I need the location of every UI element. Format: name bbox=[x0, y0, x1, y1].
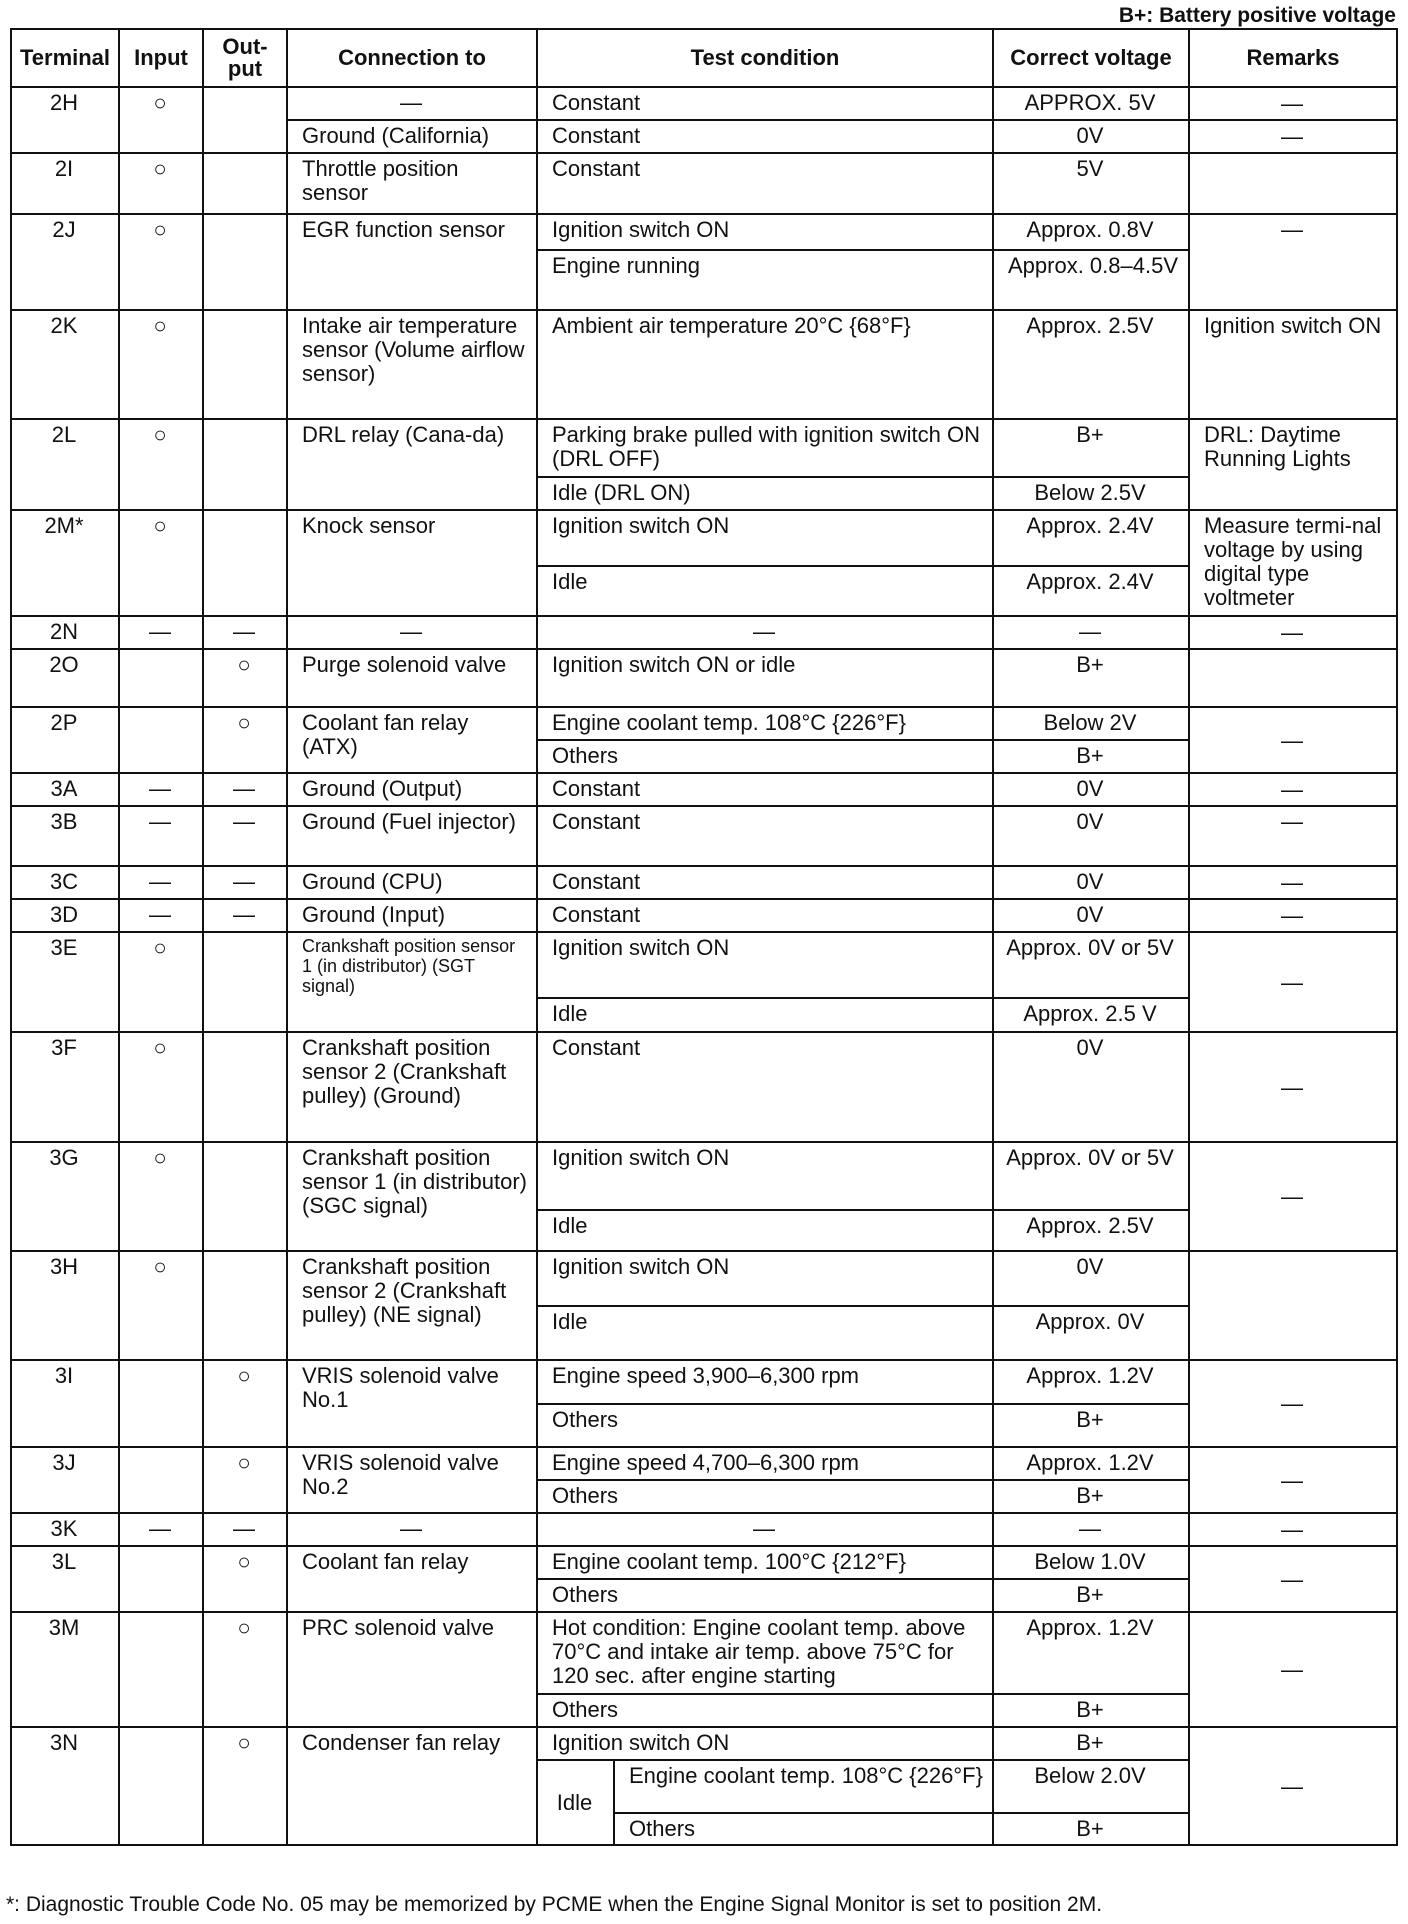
terminal-cell: 2M* bbox=[11, 510, 119, 616]
input-dash: — bbox=[119, 773, 203, 806]
input-dash: — bbox=[119, 899, 203, 932]
voltage-cell: B+ bbox=[993, 1813, 1189, 1845]
table-row bbox=[11, 153, 1397, 214]
remarks-cell: Measure termi-nal voltage by using digital type voltmeter bbox=[1189, 510, 1397, 616]
voltage-dash: — bbox=[993, 1513, 1189, 1546]
connection-cell: Crankshaft position sensor 1 (in distributor) (SGC signal) bbox=[287, 1142, 537, 1251]
connection-cell: EGR function sensor bbox=[287, 214, 537, 310]
idle-label: Idle bbox=[538, 1761, 614, 1844]
output-dash: — bbox=[203, 866, 287, 899]
input-cell bbox=[119, 1727, 203, 1845]
test-condition-cell: Ignition switch ON bbox=[537, 932, 993, 998]
remarks-dash: — bbox=[1189, 1612, 1397, 1727]
connection-cell: Crankshaft position sensor 2 (Crankshaft pulley) (NE signal) bbox=[287, 1251, 537, 1360]
header-connection: Connection to bbox=[287, 29, 537, 87]
terminal-cell: 3E bbox=[11, 932, 119, 1032]
voltage-cell: 0V bbox=[993, 866, 1189, 899]
voltage-cell: Below 2V bbox=[993, 707, 1189, 740]
table-row bbox=[11, 214, 1397, 250]
connection-cell: Coolant fan relay (ATX) bbox=[287, 707, 537, 773]
remarks-dash: — bbox=[1189, 866, 1397, 899]
voltage-cell: B+ bbox=[993, 1404, 1189, 1447]
terminal-voltage-table-wrapper bbox=[10, 28, 1396, 1846]
remarks-cell: Ignition switch ON bbox=[1189, 310, 1397, 419]
voltage-dash: — bbox=[993, 616, 1189, 649]
terminal-cell: 3H bbox=[11, 1251, 119, 1360]
header-input: Input bbox=[119, 29, 203, 87]
voltage-cell: B+ bbox=[993, 1727, 1189, 1760]
table-row bbox=[11, 1360, 1397, 1404]
table-row bbox=[11, 899, 1397, 932]
test-condition-cell: Parking brake pulled with ignition switch ON (DRL OFF) bbox=[537, 419, 993, 477]
terminal-voltage-table bbox=[10, 28, 1398, 1846]
input-circle: ○ bbox=[119, 510, 203, 616]
test-condition-cell: Engine coolant temp. 108°C {226°F} bbox=[614, 1761, 992, 1813]
table-row bbox=[11, 707, 1397, 740]
table-row bbox=[11, 1142, 1397, 1210]
connection-cell: Coolant fan relay bbox=[287, 1546, 537, 1612]
test-condition-cell: Constant bbox=[537, 153, 993, 214]
voltage-cell: 0V bbox=[993, 120, 1189, 153]
voltage-cell: Approx. 2.5V bbox=[993, 310, 1189, 419]
output-circle: ○ bbox=[203, 1546, 287, 1612]
voltage-cell: B+ bbox=[993, 1480, 1189, 1513]
connection-cell: Ground (Input) bbox=[287, 899, 537, 932]
output-cell bbox=[203, 1142, 287, 1251]
terminal-cell: 3J bbox=[11, 1447, 119, 1513]
test-condition-cell: Others bbox=[537, 1404, 993, 1447]
idle-subrow bbox=[538, 1761, 992, 1813]
table-row bbox=[11, 649, 1397, 707]
output-cell bbox=[203, 510, 287, 616]
test-condition-cell: Hot condition: Engine coolant temp. above 70°C and intake air temp. above 75°C for 120 sec. after engine starting bbox=[537, 1612, 993, 1694]
test-condition-cell: Engine speed 4,700–6,300 rpm bbox=[537, 1447, 993, 1480]
connection-cell: Intake air temperature sensor (Volume airflow sensor) bbox=[287, 310, 537, 419]
voltage-cell: Approx. 2.5 V bbox=[993, 998, 1189, 1032]
remarks-dash: — bbox=[1189, 932, 1397, 1032]
output-circle: ○ bbox=[203, 1447, 287, 1513]
table-row bbox=[11, 1546, 1397, 1579]
remarks-dash: — bbox=[1189, 1447, 1397, 1513]
input-circle: ○ bbox=[119, 932, 203, 1032]
remarks-dash: — bbox=[1189, 806, 1397, 866]
table-row bbox=[11, 419, 1397, 477]
voltage-cell: Approx. 1.2V bbox=[993, 1612, 1189, 1694]
test-condition-cell: Ignition switch ON bbox=[537, 1727, 993, 1760]
connection-cell: VRIS solenoid valve No.2 bbox=[287, 1447, 537, 1513]
remarks-dash: — bbox=[1189, 1032, 1397, 1142]
connection-cell: Ground (Fuel injector) bbox=[287, 806, 537, 866]
terminal-cell: 3B bbox=[11, 806, 119, 866]
output-cell bbox=[203, 932, 287, 1032]
input-circle: ○ bbox=[119, 1251, 203, 1360]
table-row bbox=[11, 932, 1397, 998]
output-dash: — bbox=[203, 1513, 287, 1546]
output-circle: ○ bbox=[203, 649, 287, 707]
voltage-cell: Approx. 0.8V bbox=[993, 214, 1189, 250]
connection-cell: Ground (Output) bbox=[287, 773, 537, 806]
voltage-cell: Approx. 0V bbox=[993, 1306, 1189, 1360]
terminal-cell: 3L bbox=[11, 1546, 119, 1612]
output-dash: — bbox=[203, 616, 287, 649]
input-circle: ○ bbox=[119, 310, 203, 419]
remarks-dash: — bbox=[1189, 1360, 1397, 1447]
terminal-cell: 3G bbox=[11, 1142, 119, 1251]
connection-cell: PRC solenoid valve bbox=[287, 1612, 537, 1727]
connection-cell: DRL relay (Cana-da) bbox=[287, 419, 537, 510]
table-row bbox=[11, 1727, 1397, 1760]
voltage-cell: B+ bbox=[993, 1694, 1189, 1727]
input-circle: ○ bbox=[119, 1032, 203, 1142]
voltage-cell: Approx. 0V or 5V bbox=[993, 1142, 1189, 1210]
idle-subtable bbox=[538, 1761, 992, 1844]
voltage-cell: 5V bbox=[993, 153, 1189, 214]
test-condition-cell: Ignition switch ON bbox=[537, 1142, 993, 1210]
remarks-cell bbox=[1189, 1251, 1397, 1360]
output-dash: — bbox=[203, 773, 287, 806]
connection-dash: — bbox=[287, 616, 537, 649]
remarks-cell bbox=[1189, 153, 1397, 214]
connection-cell: Crankshaft position sensor 1 (in distributor) (SGT signal) bbox=[287, 932, 537, 1032]
terminal-cell: 3A bbox=[11, 773, 119, 806]
remarks-dash: — bbox=[1189, 1546, 1397, 1612]
voltage-cell: 0V bbox=[993, 899, 1189, 932]
terminal-cell: 3I bbox=[11, 1360, 119, 1447]
test-condition-cell: Constant bbox=[537, 866, 993, 899]
test-condition-cell: Engine speed 3,900–6,300 rpm bbox=[537, 1360, 993, 1404]
table-row bbox=[11, 1513, 1397, 1546]
test-condition-cell: Constant bbox=[537, 87, 993, 120]
remarks-dash: — bbox=[1189, 120, 1397, 153]
header-output: Out- put bbox=[203, 29, 287, 87]
voltage-cell: Approx. 2.4V bbox=[993, 566, 1189, 616]
terminal-cell: 3N bbox=[11, 1727, 119, 1845]
voltage-cell: Approx. 2.5V bbox=[993, 1210, 1189, 1251]
remarks-cell bbox=[1189, 649, 1397, 707]
output-circle: ○ bbox=[203, 1612, 287, 1727]
connection-cell: Ground (California) bbox=[287, 120, 537, 153]
table-row bbox=[11, 310, 1397, 419]
remarks-dash: — bbox=[1189, 616, 1397, 649]
test-condition-cell: Others bbox=[537, 740, 993, 773]
test-condition-dash: — bbox=[537, 616, 993, 649]
table-row bbox=[11, 1032, 1397, 1142]
test-condition-cell: Idle bbox=[537, 566, 993, 616]
input-cell bbox=[119, 1612, 203, 1727]
voltage-cell: B+ bbox=[993, 649, 1189, 707]
terminal-cell: 3F bbox=[11, 1032, 119, 1142]
connection-cell: Knock sensor bbox=[287, 510, 537, 616]
idle-nested-cell bbox=[537, 1760, 993, 1845]
terminal-cell: 3D bbox=[11, 899, 119, 932]
connection-dash: — bbox=[287, 1513, 537, 1546]
input-circle: ○ bbox=[119, 1142, 203, 1251]
output-cell bbox=[203, 310, 287, 419]
table-row bbox=[11, 616, 1397, 649]
remarks-dash: — bbox=[1189, 707, 1397, 773]
voltage-cell: B+ bbox=[993, 1579, 1189, 1612]
test-condition-cell: Constant bbox=[537, 120, 993, 153]
output-circle: ○ bbox=[203, 1727, 287, 1845]
terminal-cell: 2O bbox=[11, 649, 119, 707]
test-condition-cell: Constant bbox=[537, 806, 993, 866]
voltage-cell: 0V bbox=[993, 1251, 1189, 1306]
voltage-cell: Approx. 1.2V bbox=[993, 1360, 1189, 1404]
terminal-cell: 2J bbox=[11, 214, 119, 310]
voltage-cell: Below 1.0V bbox=[993, 1546, 1189, 1579]
output-circle: ○ bbox=[203, 707, 287, 773]
header-remarks: Remarks bbox=[1189, 29, 1397, 87]
voltage-cell: B+ bbox=[993, 419, 1189, 477]
input-cell bbox=[119, 707, 203, 773]
terminal-cell: 2H bbox=[11, 87, 119, 153]
test-condition-cell: Ignition switch ON or idle bbox=[537, 649, 993, 707]
input-circle: ○ bbox=[119, 419, 203, 510]
test-condition-cell: Idle bbox=[537, 1306, 993, 1360]
input-cell bbox=[119, 649, 203, 707]
connection-cell: Condenser fan relay bbox=[287, 1727, 537, 1845]
input-cell bbox=[119, 1546, 203, 1612]
table-header-row bbox=[11, 29, 1397, 87]
remarks-dash: — bbox=[1189, 1513, 1397, 1546]
remarks-dash: — bbox=[1189, 1727, 1397, 1845]
test-condition-cell: Others bbox=[614, 1813, 992, 1844]
test-condition-cell: Ignition switch ON bbox=[537, 1251, 993, 1306]
terminal-cell: 3K bbox=[11, 1513, 119, 1546]
header-correct-voltage: Correct voltage bbox=[993, 29, 1189, 87]
test-condition-cell: Constant bbox=[537, 1032, 993, 1142]
terminal-cell: 3C bbox=[11, 866, 119, 899]
test-condition-dash: — bbox=[537, 1513, 993, 1546]
test-condition-cell: Others bbox=[537, 1579, 993, 1612]
table-row bbox=[11, 773, 1397, 806]
terminal-cell: 2I bbox=[11, 153, 119, 214]
terminal-cell: 2K bbox=[11, 310, 119, 419]
connection-cell: VRIS solenoid valve No.1 bbox=[287, 1360, 537, 1447]
input-circle: ○ bbox=[119, 214, 203, 310]
test-condition-cell: Idle bbox=[537, 1210, 993, 1251]
terminal-cell: 2N bbox=[11, 616, 119, 649]
terminal-cell: 2L bbox=[11, 419, 119, 510]
test-condition-cell: Others bbox=[537, 1694, 993, 1727]
output-dash: — bbox=[203, 899, 287, 932]
input-dash: — bbox=[119, 616, 203, 649]
table-row bbox=[11, 510, 1397, 566]
output-cell bbox=[203, 1251, 287, 1360]
footnote: *: Diagnostic Trouble Code No. 05 may be memorized by PCME when the Engine Signal Monitor is set to position 2M. bbox=[6, 1893, 1103, 1916]
voltage-cell: APPROX. 5V bbox=[993, 87, 1189, 120]
voltage-cell: 0V bbox=[993, 1032, 1189, 1142]
legend-b-plus: B+: Battery positive voltage bbox=[1118, 4, 1396, 27]
table-row bbox=[11, 1251, 1397, 1306]
table-row bbox=[11, 87, 1397, 120]
input-cell bbox=[119, 1447, 203, 1513]
remarks-dash: — bbox=[1189, 87, 1397, 120]
output-cell bbox=[203, 87, 287, 153]
output-cell bbox=[203, 153, 287, 214]
test-condition-cell: Idle bbox=[537, 998, 993, 1032]
test-condition-cell: Constant bbox=[537, 899, 993, 932]
test-condition-cell: Constant bbox=[537, 773, 993, 806]
connection-cell: Ground (CPU) bbox=[287, 866, 537, 899]
test-condition-cell: Engine coolant temp. 108°C {226°F} bbox=[537, 707, 993, 740]
table-row bbox=[11, 806, 1397, 866]
input-circle: ○ bbox=[119, 153, 203, 214]
remarks-dash: — bbox=[1189, 899, 1397, 932]
test-condition-cell: Ignition switch ON bbox=[537, 510, 993, 566]
connection-cell: Purge solenoid valve bbox=[287, 649, 537, 707]
voltage-cell: Approx. 1.2V bbox=[993, 1447, 1189, 1480]
test-condition-cell: Others bbox=[537, 1480, 993, 1513]
output-cell bbox=[203, 419, 287, 510]
output-cell bbox=[203, 1032, 287, 1142]
output-cell bbox=[203, 214, 287, 310]
test-condition-cell: Idle (DRL ON) bbox=[537, 477, 993, 510]
output-circle: ○ bbox=[203, 1360, 287, 1447]
connection-cell: — bbox=[287, 87, 537, 120]
table-row bbox=[11, 866, 1397, 899]
connection-cell: Throttle position sensor bbox=[287, 153, 537, 214]
terminal-cell: 3M bbox=[11, 1612, 119, 1727]
table-row bbox=[11, 1447, 1397, 1480]
input-cell bbox=[119, 1360, 203, 1447]
voltage-cell: Approx. 0V or 5V bbox=[993, 932, 1189, 998]
test-condition-cell: Ambient air temperature 20°C {68°F} bbox=[537, 310, 993, 419]
terminal-cell: 2P bbox=[11, 707, 119, 773]
voltage-cell: Below 2.0V bbox=[993, 1760, 1189, 1813]
input-dash: — bbox=[119, 1513, 203, 1546]
input-dash: — bbox=[119, 866, 203, 899]
test-condition-cell: Engine coolant temp. 100°C {212°F} bbox=[537, 1546, 993, 1579]
remarks-dash: — bbox=[1189, 214, 1397, 310]
voltage-cell: 0V bbox=[993, 806, 1189, 866]
header-terminal: Terminal bbox=[11, 29, 119, 87]
remarks-cell: DRL: Daytime Running Lights bbox=[1189, 419, 1397, 510]
input-dash: — bbox=[119, 806, 203, 866]
input-circle: ○ bbox=[119, 87, 203, 153]
remarks-dash: — bbox=[1189, 1142, 1397, 1251]
voltage-cell: Approx. 2.4V bbox=[993, 510, 1189, 566]
voltage-cell: 0V bbox=[993, 773, 1189, 806]
voltage-cell: Below 2.5V bbox=[993, 477, 1189, 510]
header-test-condition: Test condition bbox=[537, 29, 993, 87]
voltage-cell: Approx. 0.8–4.5V bbox=[993, 250, 1189, 310]
voltage-cell: B+ bbox=[993, 740, 1189, 773]
table-row bbox=[11, 1612, 1397, 1694]
output-dash: — bbox=[203, 806, 287, 866]
test-condition-cell: Engine running bbox=[537, 250, 993, 310]
connection-cell: Crankshaft position sensor 2 (Crankshaft pulley) (Ground) bbox=[287, 1032, 537, 1142]
test-condition-cell: Ignition switch ON bbox=[537, 214, 993, 250]
remarks-dash: — bbox=[1189, 773, 1397, 806]
